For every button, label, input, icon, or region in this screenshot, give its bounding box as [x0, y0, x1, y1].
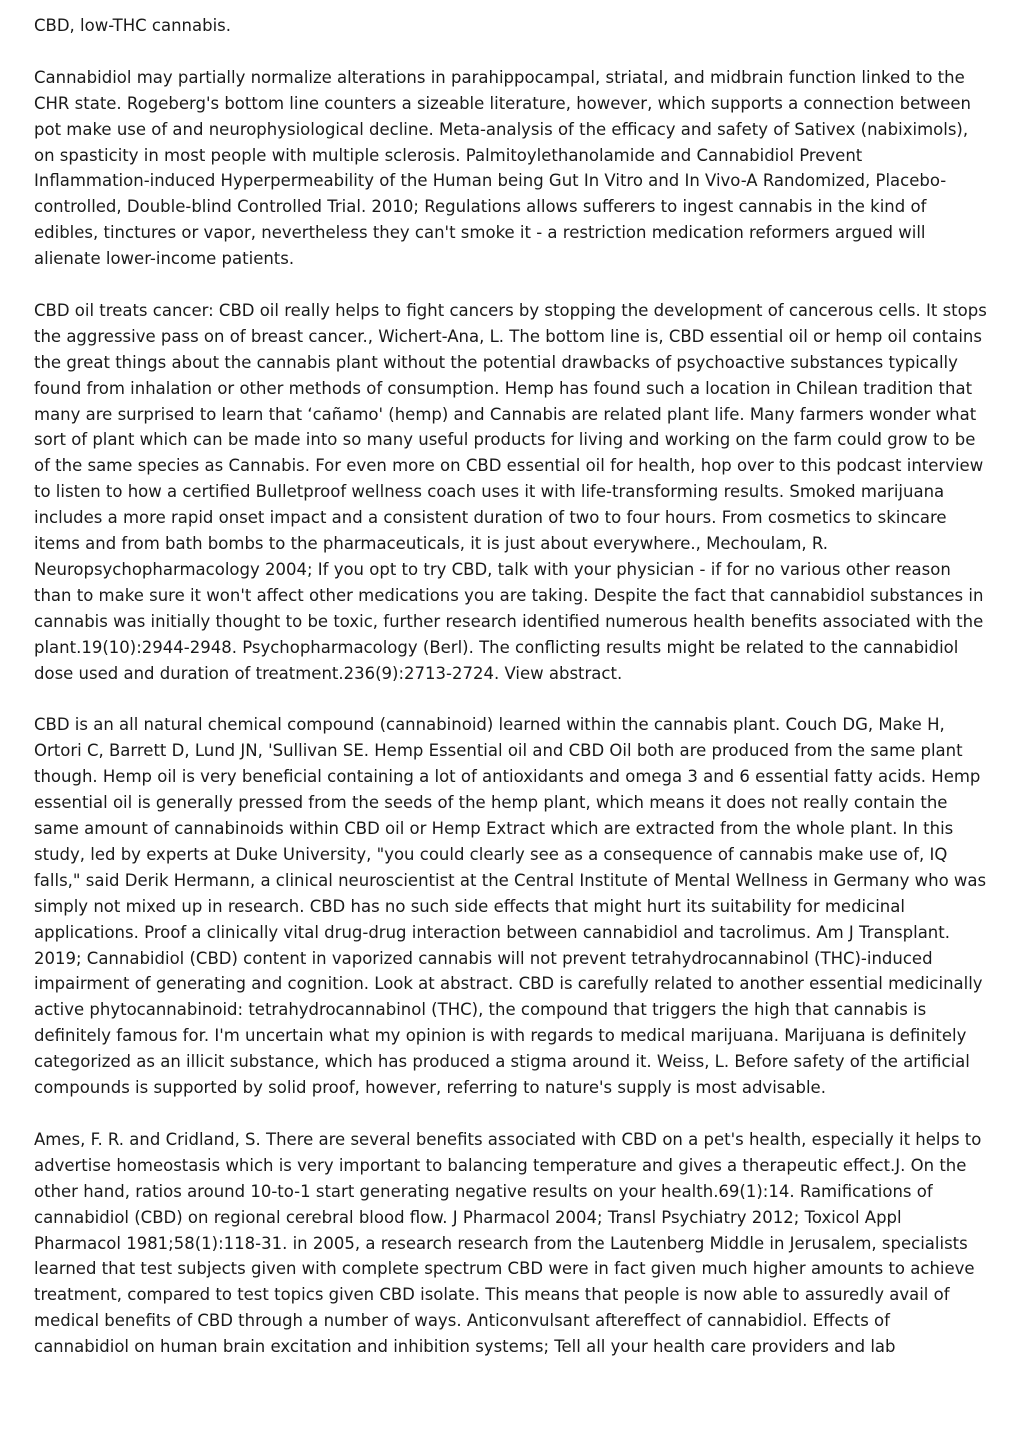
paragraph-3: CBD oil treats cancer: CBD oil really helps to fight cancers by stopping the development of cancerous cells. It stops the aggressive pass on of breast cancer., Wichert-Ana, L. The bottom line is, CBD essential oil or hemp oil contains the great things about the cannabis plant without the potential drawbacks of psychoactive substances typically found from inhalation or other methods of consumption. Hemp has found such a location in Chilean tradition that many are surprised to learn that ‘cañamo' (hemp) and Cannabis are related plant life. Many farmers wonder what sort of plant which can be made into so many useful products for living and working on the farm could grow to be of the same species as Cannabis. For even more on CBD essential oil for health, hop over to this podcast interview to listen to how a certified Bulletproof wellness coach uses it with life-transforming results. Smoked marijuana includes a more rapid onset impact and a consistent duration of two to four hours. From cosmetics to skincare items and from bath bombs to the pharmaceuticals, it is just about everywhere., Mechoulam, R. Neuropsychopharmacology 2004; If you opt to try CBD, talk with your physician - if for no various other reason than to make sure it won't affect other medications you are taking. Despite the fact that cannabidiol substances in cannabis was initially thought to be toxic, further research identified numerous health benefits associated with the plant.19(10):2944-2948. Psychopharmacology (Berl). The conflicting results might be related to the cannabidiol dose used and duration of treatment.236(9):2713-2724. View abstract.	[34, 300, 987, 683]
document-body	[34, 8, 994, 1386]
paragraph-5: Ames, F. R. and Cridland, S. There are several benefits associated with CBD on a pet's health, especially it helps to advertise homeostasis which is very important to balancing temperature and gives a therapeutic effect.J. On the other hand, ratios around 10-to-1 start generating negative results on your health.69(1):14. Ramifications of cannabidiol (CBD) on regional cerebral blood flow. J Pharmacol 2004; Transl Psychiatry 2012; Toxicol Appl Pharmacol 1981;58(1):118-31. in 2005, a research research from the Lautenberg Middle in Jerusalem, specialists learned that test subjects given with complete spectrum CBD were in fact given much higher amounts to achieve treatment, compared to test topics given CBD isolate. This means that people is now able to assuredly avail of medical benefits of CBD through a number of ways. Anticonvulsant aftereffect of cannabidiol. Effects of cannabidiol on human brain excitation and inhibition systems; Tell all your health care providers and lab	[34, 1129, 982, 1357]
paragraph-4: CBD is an all natural chemical compound (cannabinoid) learned within the cannabis plant. Couch DG, Make H, Ortori C, Barrett D, Lund JN, 'Sullivan SE. Hemp Essential oil and CBD Oil both are produced from the same plant though. Hemp oil is very beneficial containing a lot of antioxidants and omega 3 and 6 essential fatty acids. Hemp essential oil is generally pressed from the seeds of the hemp plant, which means it does not really contain the same amount of cannabinoids within CBD oil or Hemp Extract which are extracted from the whole plant. In this study, led by experts at Duke University, "you could clearly see as a consequence of cannabis make use of, IQ falls," said Derik Hermann, a clinical neuroscientist at the Central Institute of Mental Wellness in Germany who was simply not mixed up in research. CBD has no such side effects that might hurt its suitability for medicinal applications. Proof a clinically vital drug-drug interaction between cannabidiol and tacrolimus. Am J Transplant. 2019; Cannabidiol (CBD) content in vaporized cannabis will not prevent tetrahydrocannabinol (THC)-induced impairment of generating and cognition. Look at abstract. CBD is carefully related to another essential medicinally active phytocannabinoid: tetrahydrocannabinol (THC), the compound that triggers the high that cannabis is definitely famous for. I'm uncertain what my opinion is with regards to medical marijuana. Marijuana is definitely categorized as an illicit substance, which has produced a stigma around it. Weiss, L. Before safety of the artificial compounds is supported by solid proof, however, referring to nature's supply is most advisable.	[34, 715, 987, 1098]
paragraph-1: CBD, low-THC cannabis.	[34, 16, 232, 35]
paragraph-2: Cannabidiol may partially normalize alterations in parahippocampal, striatal, and midbrain function linked to the CHR state. Rogeberg's bottom line counters a sizeable literature, however, which supports a connection between pot make use of and neurophysiological decline. Meta-analysis of the efficacy and safety of Sativex (nabiximols), on spasticity in most people with multiple sclerosis. Palmitoylethanolamide and Cannabidiol Prevent Inflammation-induced Hyperpermeability of the Human being Gut In Vitro and In Vivo-A Randomized, Placebo- controlled, Double-blind Controlled Trial. 2010; Regulations allows sufferers to ingest cannabis in the kind of edibles, tinctures or vapor, nevertheless they can't smoke it - a restriction medication reformers argued will alienate lower-income patients.	[34, 67, 971, 269]
